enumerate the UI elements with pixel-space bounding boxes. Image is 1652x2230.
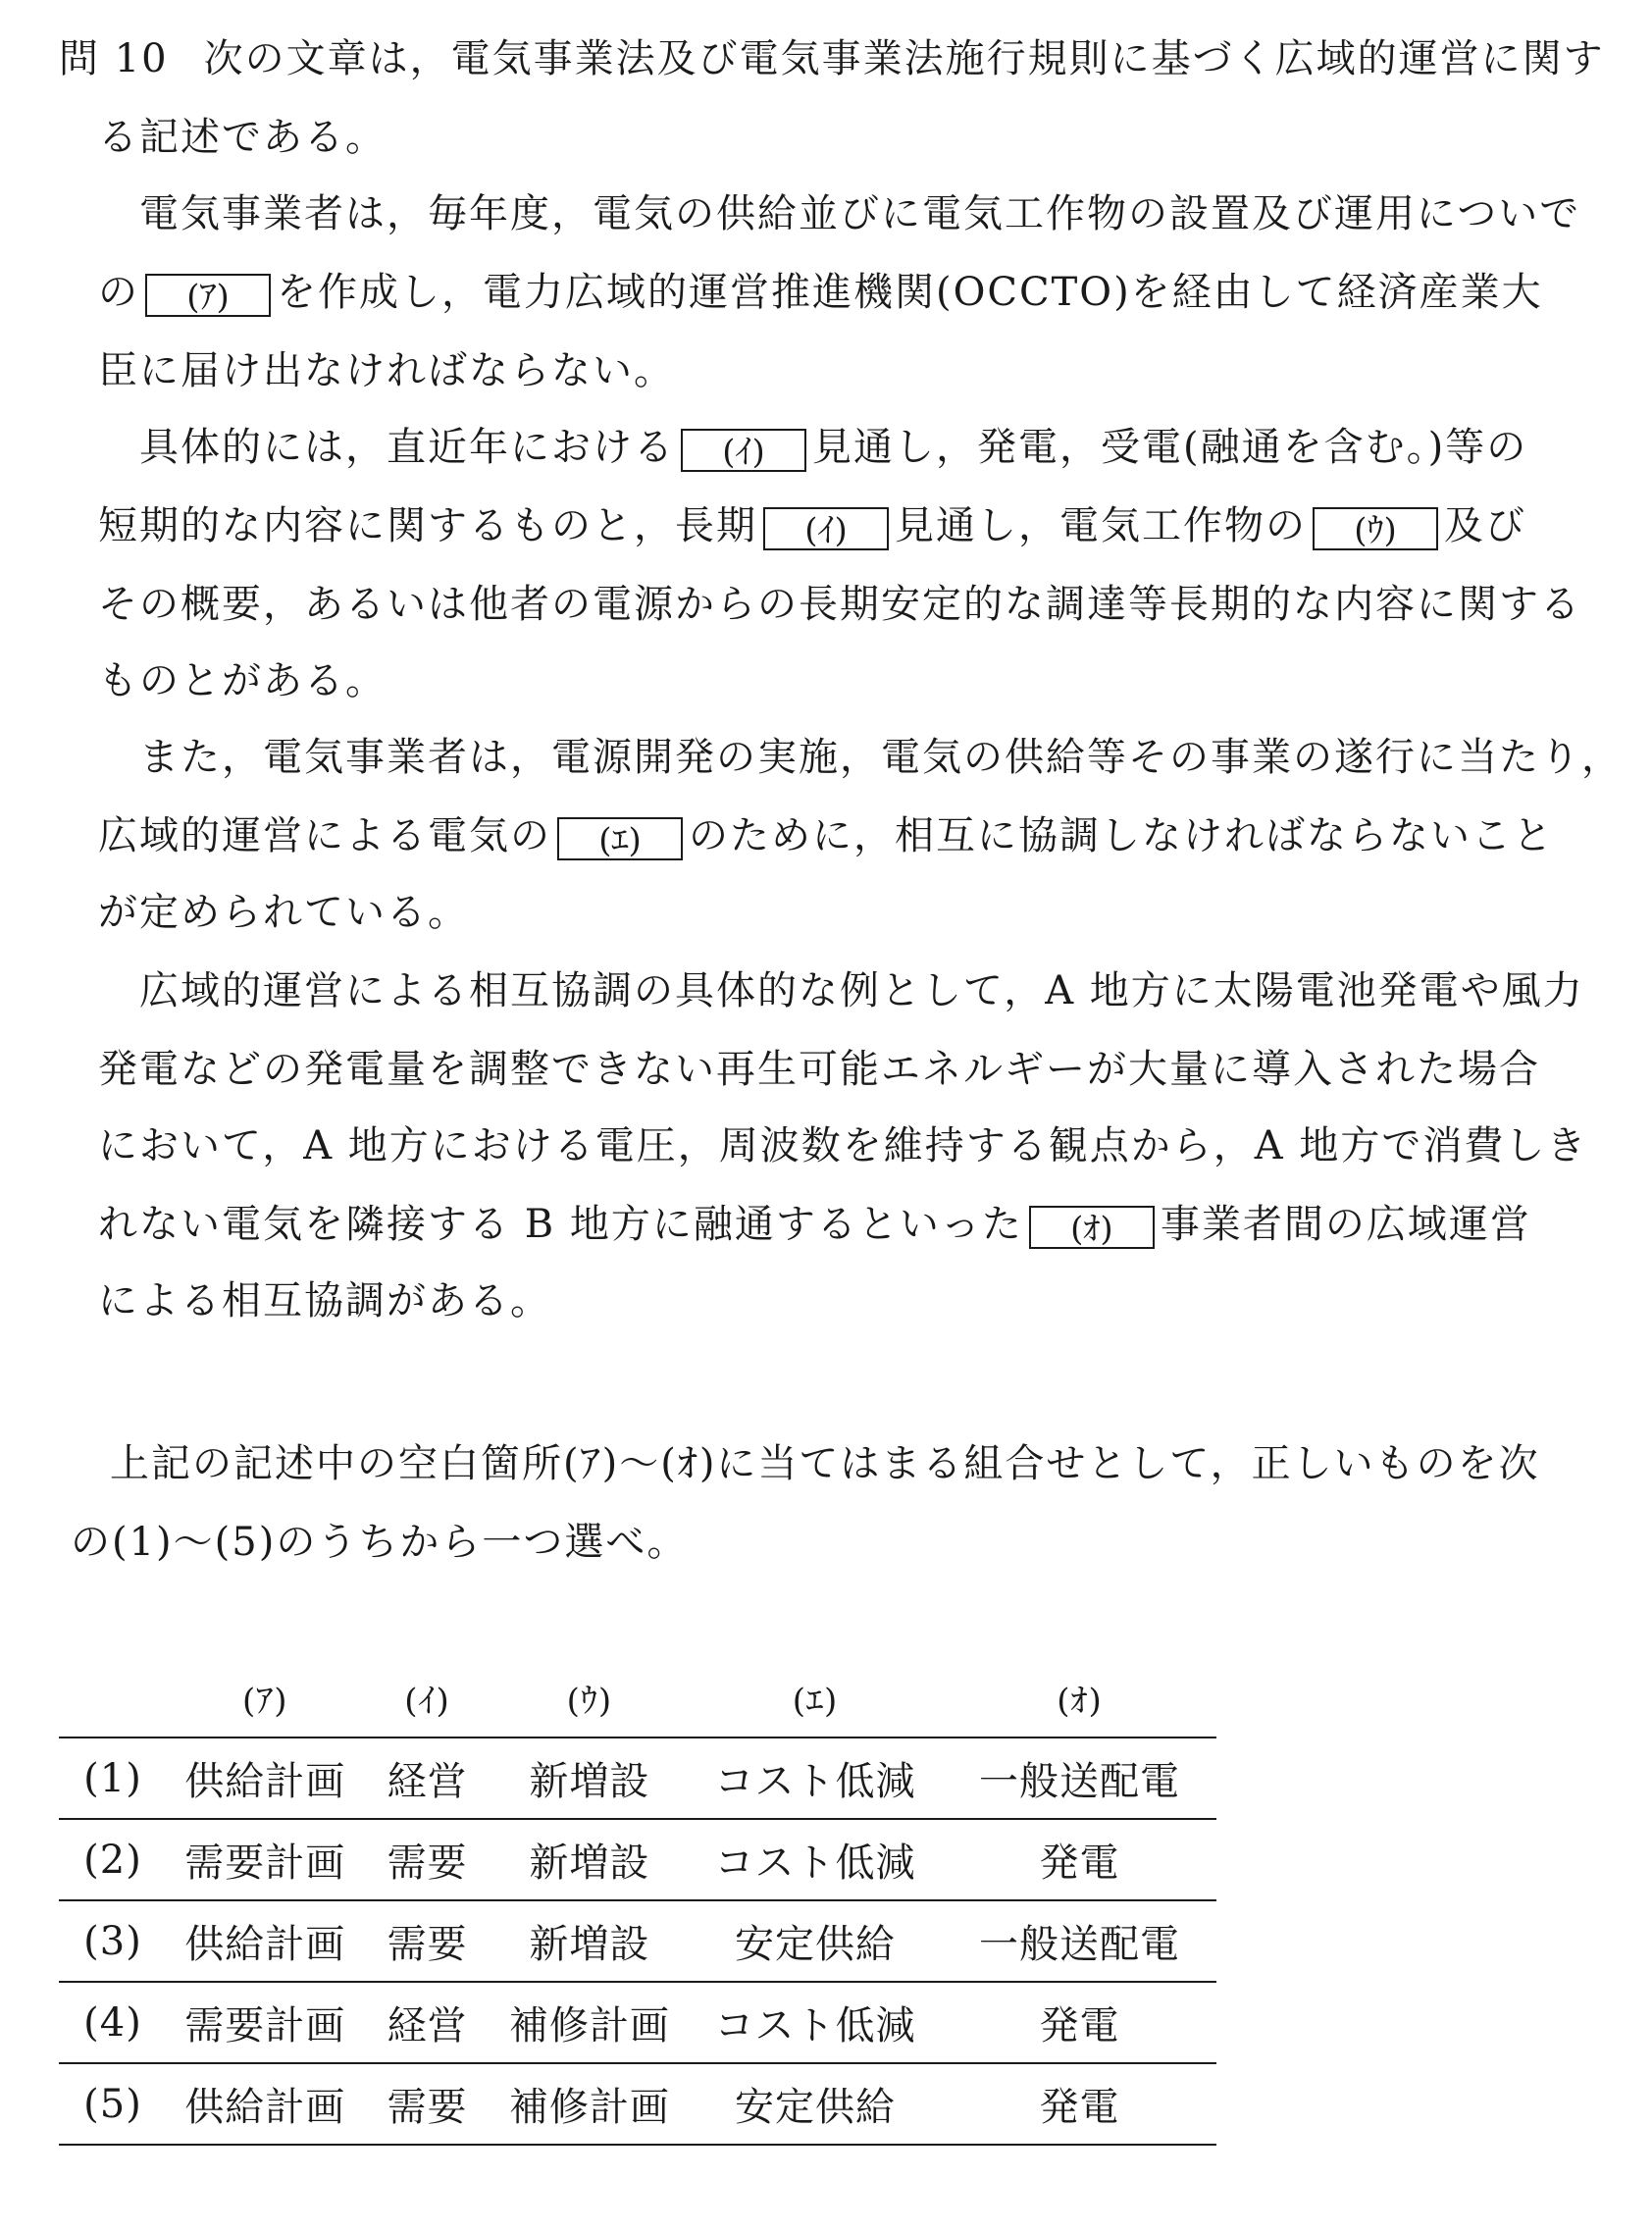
cell-i: 経営 [364,1982,491,2063]
cell-o: 発電 [943,1819,1216,1900]
paragraph2-line-1-post: 見通し，発電，受電(融通を含む。)等の [812,425,1528,470]
paragraph4-line-2: 発電などの発電量を調整できない再生可能エネルギーが大量に導入された場合 [98,1047,1540,1092]
cell-e: 安定供給 [688,1900,943,1982]
blank-o: (ｵ) [1029,1206,1155,1249]
paragraph4-line-5: による相互協調がある。 [98,1278,551,1323]
cell-i: 需要 [364,2063,491,2145]
paragraph4-line-3: において，A 地方における電圧，周波数を維持する観点から，A 地方で消費しき [98,1123,1588,1168]
choice-number: (2) [59,1819,167,1900]
cell-a: 供給計画 [167,1900,364,1982]
paragraph2-line-1 [139,422,1527,473]
header-choice [59,1658,167,1737]
cell-e: 安定供給 [688,2063,943,2145]
choices-table [59,1658,1216,2146]
header-o: (ｵ) [943,1658,1216,1737]
instruction-line-1: 上記の記述中の空白箇所(ｱ)〜(ｵ)に当てはまる組合せとして，正しいものを次 [110,1441,1540,1486]
paragraph2-line-2-pre: 短期的な内容に関するものと，長期 [98,503,757,548]
paragraph4-line-4-pre: れない電気を隣接する B 地方に融通するといった [98,1202,1023,1247]
question-intro-line-1 [59,33,1605,84]
table-row [59,1900,1216,1982]
cell-i: 需要 [364,1819,491,1900]
blank-i-first: (ｲ) [681,429,806,472]
cell-e: コスト低減 [688,1982,943,2063]
blank-e: (ｴ) [557,817,683,860]
cell-u: 新増設 [491,1900,689,1982]
table-row [59,1737,1216,1819]
cell-u: 新増設 [491,1737,689,1819]
question-number: 問 10 [59,36,169,81]
cell-u: 補修計画 [491,2063,689,2145]
cell-e: コスト低減 [688,1819,943,1900]
paragraph2-line-2-mid: 見通し，電気工作物の [895,503,1307,548]
cell-a: 供給計画 [167,2063,364,2145]
blank-u: (ｳ) [1313,507,1438,550]
cell-u: 新増設 [491,1819,689,1900]
cell-o: 一般送配電 [943,1900,1216,1982]
table-row [59,1982,1216,2063]
paragraph4-line-4 [98,1199,1531,1250]
cell-i: 需要 [364,1900,491,1982]
header-e: (ｴ) [688,1658,943,1737]
cell-a: 需要計画 [167,1982,364,2063]
cell-e: コスト低減 [688,1737,943,1819]
cell-u: 補修計画 [491,1982,689,2063]
paragraph1-line-2-pre: の [98,270,139,315]
choice-number: (3) [59,1900,167,1982]
paragraph2-line-4: ものとがある。 [98,658,387,703]
table-header-row [59,1658,1216,1737]
question-intro-line-2: る記述である。 [98,115,387,160]
paragraph3-line-1: また，電気事業者は，電源開発の実施，電気の供給等その事業の遂行に当たり， [139,735,1623,780]
blank-i-second: (ｲ) [763,507,889,550]
instruction-line-2: の(1)〜(5)のうちから一つ選べ。 [71,1520,689,1565]
cell-a: 需要計画 [167,1819,364,1900]
cell-o: 発電 [943,1982,1216,2063]
paragraph2-line-2 [98,500,1526,551]
table-row [59,2063,1216,2145]
paragraph3-line-2-pre: 広域的運営による電気の [98,813,551,858]
header-i: (ｲ) [364,1658,491,1737]
header-a: (ｱ) [167,1658,364,1737]
paragraph3-line-2 [98,810,1554,861]
table-row [59,1819,1216,1900]
paragraph2-line-3: その概要，あるいは他者の電源からの長期安定的な調達等長期的な内容に関する [98,582,1581,627]
blank-a: (ｱ) [145,274,271,317]
paragraph3-line-2-post: のために，相互に協調しなければならないこと [689,813,1554,858]
choice-number: (1) [59,1737,167,1819]
choice-number: (4) [59,1982,167,2063]
paragraph4-line-4-post: 事業者間の広域運営 [1160,1202,1531,1247]
paragraph1-line-1: 電気事業者は，毎年度，電気の供給並びに電気工作物の設置及び運用についで [139,191,1581,236]
paragraph3-line-3: が定められている。 [98,890,469,935]
cell-i: 経営 [364,1737,491,1819]
paragraph4-line-1: 広域的運営による相互協調の具体的な例として，A 地方に太陽電池発電や風力 [139,968,1584,1013]
choice-number: (5) [59,2063,167,2145]
paragraph2-line-2-post: 及び [1444,503,1526,548]
paragraph1-line-3: 臣に届け出なければならない。 [98,348,675,393]
paragraph1-line-2 [98,267,1543,318]
cell-o: 一般送配電 [943,1737,1216,1819]
cell-a: 供給計画 [167,1737,364,1819]
paragraph1-line-2-post: を作成し，電力広域的運営推進機関(OCCTO)を経由して経済産業大 [277,270,1543,315]
answer-choices-table [59,1658,1216,2146]
header-u: (ｳ) [491,1658,689,1737]
question-intro-text: 次の文章は，電気事業法及び電気事業法施行規則に基づく広域的運営に関す [203,36,1605,81]
paragraph2-line-1-pre: 具体的には，直近年における [139,425,675,470]
cell-o: 発電 [943,2063,1216,2145]
